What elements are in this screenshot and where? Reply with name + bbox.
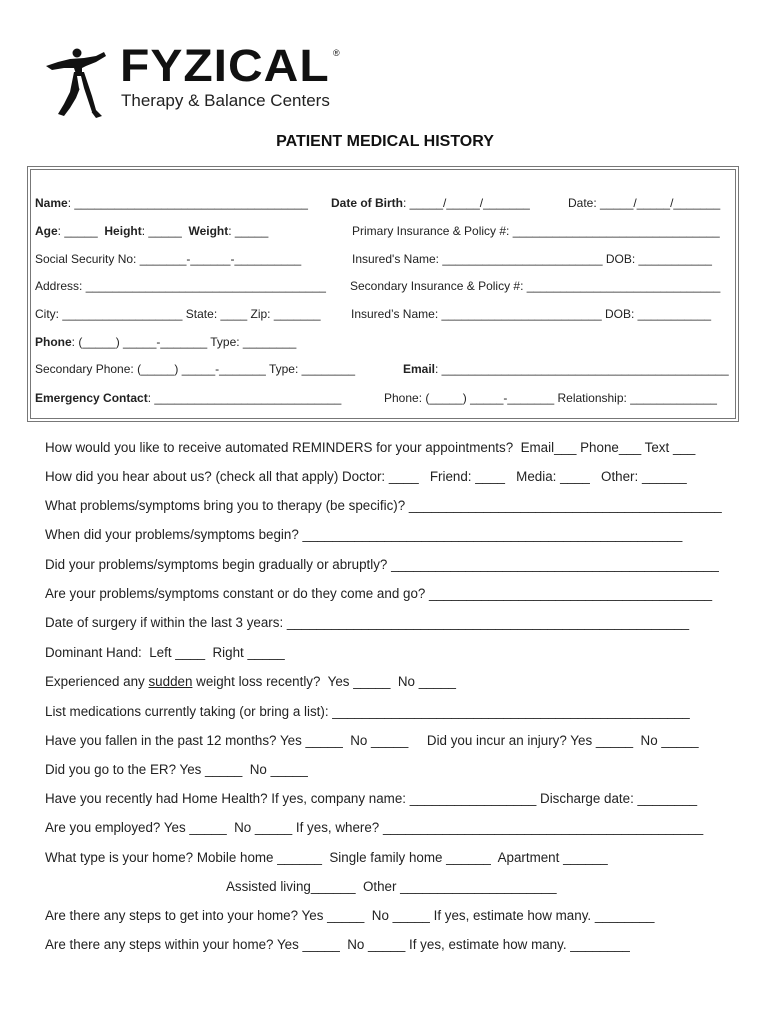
- question-referral[interactable]: How did you hear about us? (check all that apply) Doctor: ____ Friend: ____ Media: ____ Other: ______: [45, 469, 687, 484]
- question-medications[interactable]: List medications currently taking (or bring a list): ________________________________________________: [45, 704, 690, 719]
- address-field[interactable]: Address: ____________________________________: [35, 279, 326, 293]
- city-state-zip-field[interactable]: City: __________________ State: ____ Zip: _______: [35, 307, 321, 321]
- emergency-contact-field[interactable]: Emergency Contact: ____________________________: [35, 391, 342, 405]
- question-onset[interactable]: Did your problems/symptoms begin gradually or abruptly? ____________________________________________: [45, 557, 719, 572]
- question-steps-into-home[interactable]: Are there any steps to get into your home? Yes _____ No _____ If yes, estimate how many. ________: [45, 908, 655, 923]
- registered-mark: ®: [333, 48, 340, 58]
- question-home-health[interactable]: Have you recently had Home Health? If yes, company name: _________________ Discharge date: ________: [45, 791, 698, 806]
- ssn-field[interactable]: Social Security No: _______-______-__________: [35, 252, 302, 266]
- question-falls[interactable]: Have you fallen in the past 12 months? Yes _____ No _____ Did you incur an injury? Yes _____ No _____: [45, 733, 699, 748]
- question-reminders[interactable]: How would you like to receive automated REMINDERS for your appointments? Email___ Phone___ Text ___: [45, 440, 696, 455]
- question-symptoms-begin[interactable]: When did your problems/symptoms begin? ___________________________________________________: [45, 527, 683, 542]
- question-surgery-date[interactable]: Date of surgery if within the last 3 years: ______________________________________________________: [45, 615, 690, 630]
- primary-insurance-field[interactable]: Primary Insurance & Policy #: _______________________________: [352, 224, 720, 238]
- brand-tagline: Therapy & Balance Centers: [121, 91, 330, 110]
- page-title: PATIENT MEDICAL HISTORY: [276, 133, 494, 150]
- secondary-insurance-field[interactable]: Secondary Insurance & Policy #: _____________________________: [350, 279, 721, 293]
- question-steps-within-home[interactable]: Are there any steps within your home? Yes _____ No _____ If yes, estimate how many. ________: [45, 937, 630, 952]
- question-weight-loss[interactable]: Experienced any sudden weight loss recently? Yes _____ No _____: [45, 674, 456, 689]
- question-home-type[interactable]: What type is your home? Mobile home ______ Single family home ______ Apartment ______: [45, 850, 608, 865]
- question-home-type-other[interactable]: Assisted living______ Other _____________________: [226, 879, 557, 894]
- insured-name-1-field[interactable]: Insured's Name: ________________________ DOB: ___________: [352, 252, 712, 266]
- email-field[interactable]: Email: ___________________________________________: [403, 362, 729, 376]
- dob-field[interactable]: Date of Birth: _____/_____/_______: [331, 196, 530, 210]
- question-dominant-hand[interactable]: Dominant Hand: Left ____ Right _____: [45, 645, 285, 660]
- stick-figure-balance-icon: [44, 44, 124, 120]
- age-height-weight-field[interactable]: Age: _____ Height: _____ Weight: _____: [35, 224, 269, 238]
- secondary-phone-field[interactable]: Secondary Phone: (_____) _____-_______ Type: ________: [35, 362, 356, 376]
- phone-field[interactable]: Phone: (_____) _____-_______ Type: ________: [35, 335, 297, 349]
- name-field[interactable]: Name: ___________________________________: [35, 196, 308, 210]
- question-er[interactable]: Did you go to the ER? Yes _____ No _____: [45, 762, 308, 777]
- emergency-phone-field[interactable]: Phone: (_____) _____-_______ Relationship: _____________: [384, 391, 717, 405]
- question-symptoms[interactable]: What problems/symptoms bring you to therapy (be specific)? __________________________________________: [45, 498, 722, 513]
- question-constant[interactable]: Are your problems/symptoms constant or do they come and go? ______________________________________: [45, 586, 713, 601]
- insured-name-2-field[interactable]: Insured’s Name: ________________________ DOB: ___________: [351, 307, 712, 321]
- question-employed[interactable]: Are you employed? Yes _____ No _____ If yes, where? ___________________________________________: [45, 820, 704, 835]
- date-field[interactable]: Date: _____/_____/_______: [568, 196, 721, 210]
- brand-name: FYZICAL: [120, 41, 330, 92]
